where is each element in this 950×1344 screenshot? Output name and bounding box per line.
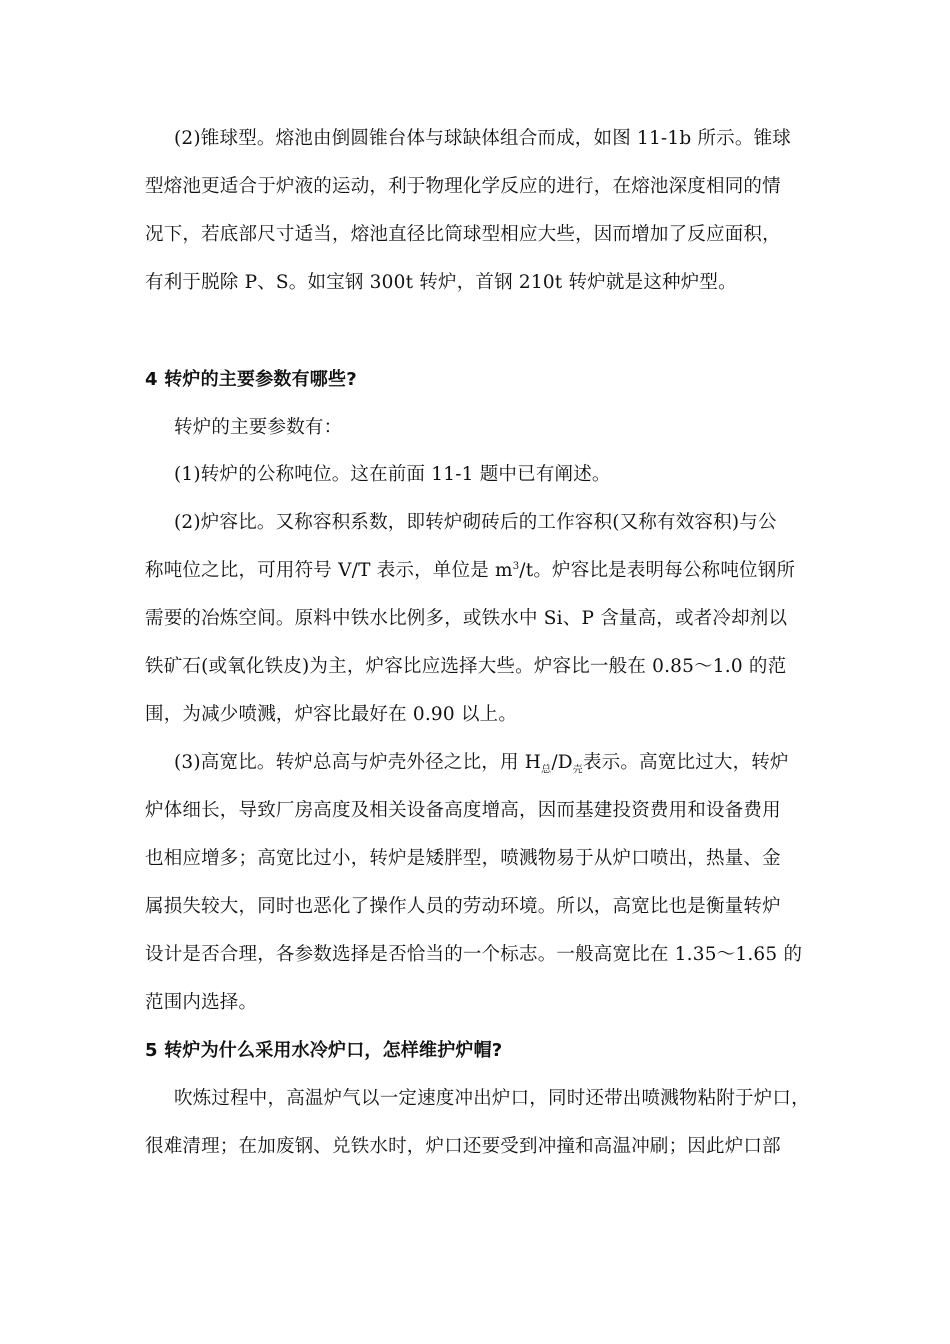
section-heading: 5 转炉为什么采用水冷炉口，怎样维护炉帽? [145, 1040, 503, 1061]
paragraph-line: (2)锥球型。熔池由倒圆锥台体与球缺体组合而成，如图 11-1b 所示。锥球 [174, 128, 791, 149]
section-heading: 4 转炉的主要参数有哪些? [145, 369, 357, 390]
paragraph-line: 围，为减少喷溅，炉容比最好在 0.90 以上。 [145, 704, 518, 725]
text-run: 称吨位之比，可用符号 V/T 表示，单位是 m [145, 560, 513, 581]
paragraph-line: 铁矿石(或氧化铁皮)为主，炉容比应选择大些。炉容比一般在 0.85～1.0 的范 [145, 656, 787, 677]
superscript: 3 [512, 560, 520, 572]
paragraph-line: 况下，若底部尺寸适当，熔池直径比筒球型相应大些，因而增加了反应面积， [145, 224, 781, 245]
paragraph-line: (1)转炉的公称吨位。这在前面 11-1 题中已有阐述。 [174, 464, 611, 485]
paragraph-line: 也相应增多；高宽比过小，转炉是矮胖型，喷溅物易于从炉口喷出，热量、金 [145, 848, 781, 869]
text-run: /t。炉容比是表明每公称吨位钢所 [519, 560, 796, 581]
paragraph-line: 需要的冶炼空间。原料中铁水比例多，或铁水中 Si、P 含量高，或者冷却剂以 [145, 608, 788, 629]
paragraph-line: 型熔池更适合于炉液的运动，利于物理化学反应的进行，在熔池深度相同的情 [145, 176, 781, 197]
paragraph-line: 设计是否合理，各参数选择是否恰当的一个标志。一般高宽比在 1.35～1.65 的 [145, 944, 803, 965]
paragraph-line: 吹炼过程中，高温炉气以一定速度冲出炉口，同时还带出喷溅物粘附于炉口， [174, 1088, 810, 1109]
paragraph-line: 范围内选择。 [145, 992, 258, 1013]
paragraph-line: 属损失较大，同时也恶化了操作人员的劳动环境。所以，高宽比也是衡量转炉 [145, 896, 781, 917]
paragraph-line [145, 559, 815, 583]
subscript: 壳 [572, 764, 583, 776]
paragraph-line: (2)炉容比。又称容积系数，即转炉砌砖后的工作容积(又称有效容积)与公 [174, 512, 777, 533]
paragraph-line: 很难清理；在加废钢、兑铁水时，炉口还要受到冲撞和高温冲刷；因此炉口部 [145, 1136, 781, 1157]
text-run: 表示。高宽比过大，转炉 [583, 752, 789, 773]
subscript: 总 [541, 764, 552, 776]
paragraph-line [174, 751, 844, 775]
paragraph-line: 炉体细长，导致厂房高度及相关设备高度增高，因而基建投资费用和设备费用 [145, 800, 781, 821]
paragraph-line: 转炉的主要参数有： [174, 417, 343, 438]
text-run: (3)高宽比。转炉总高与炉壳外径之比，用 H [174, 752, 542, 773]
text-run: /D [551, 752, 573, 773]
paragraph-line: 有利于脱除 P、S。如宝钢 300t 转炉，首钢 210t 转炉就是这种炉型。 [145, 272, 737, 293]
